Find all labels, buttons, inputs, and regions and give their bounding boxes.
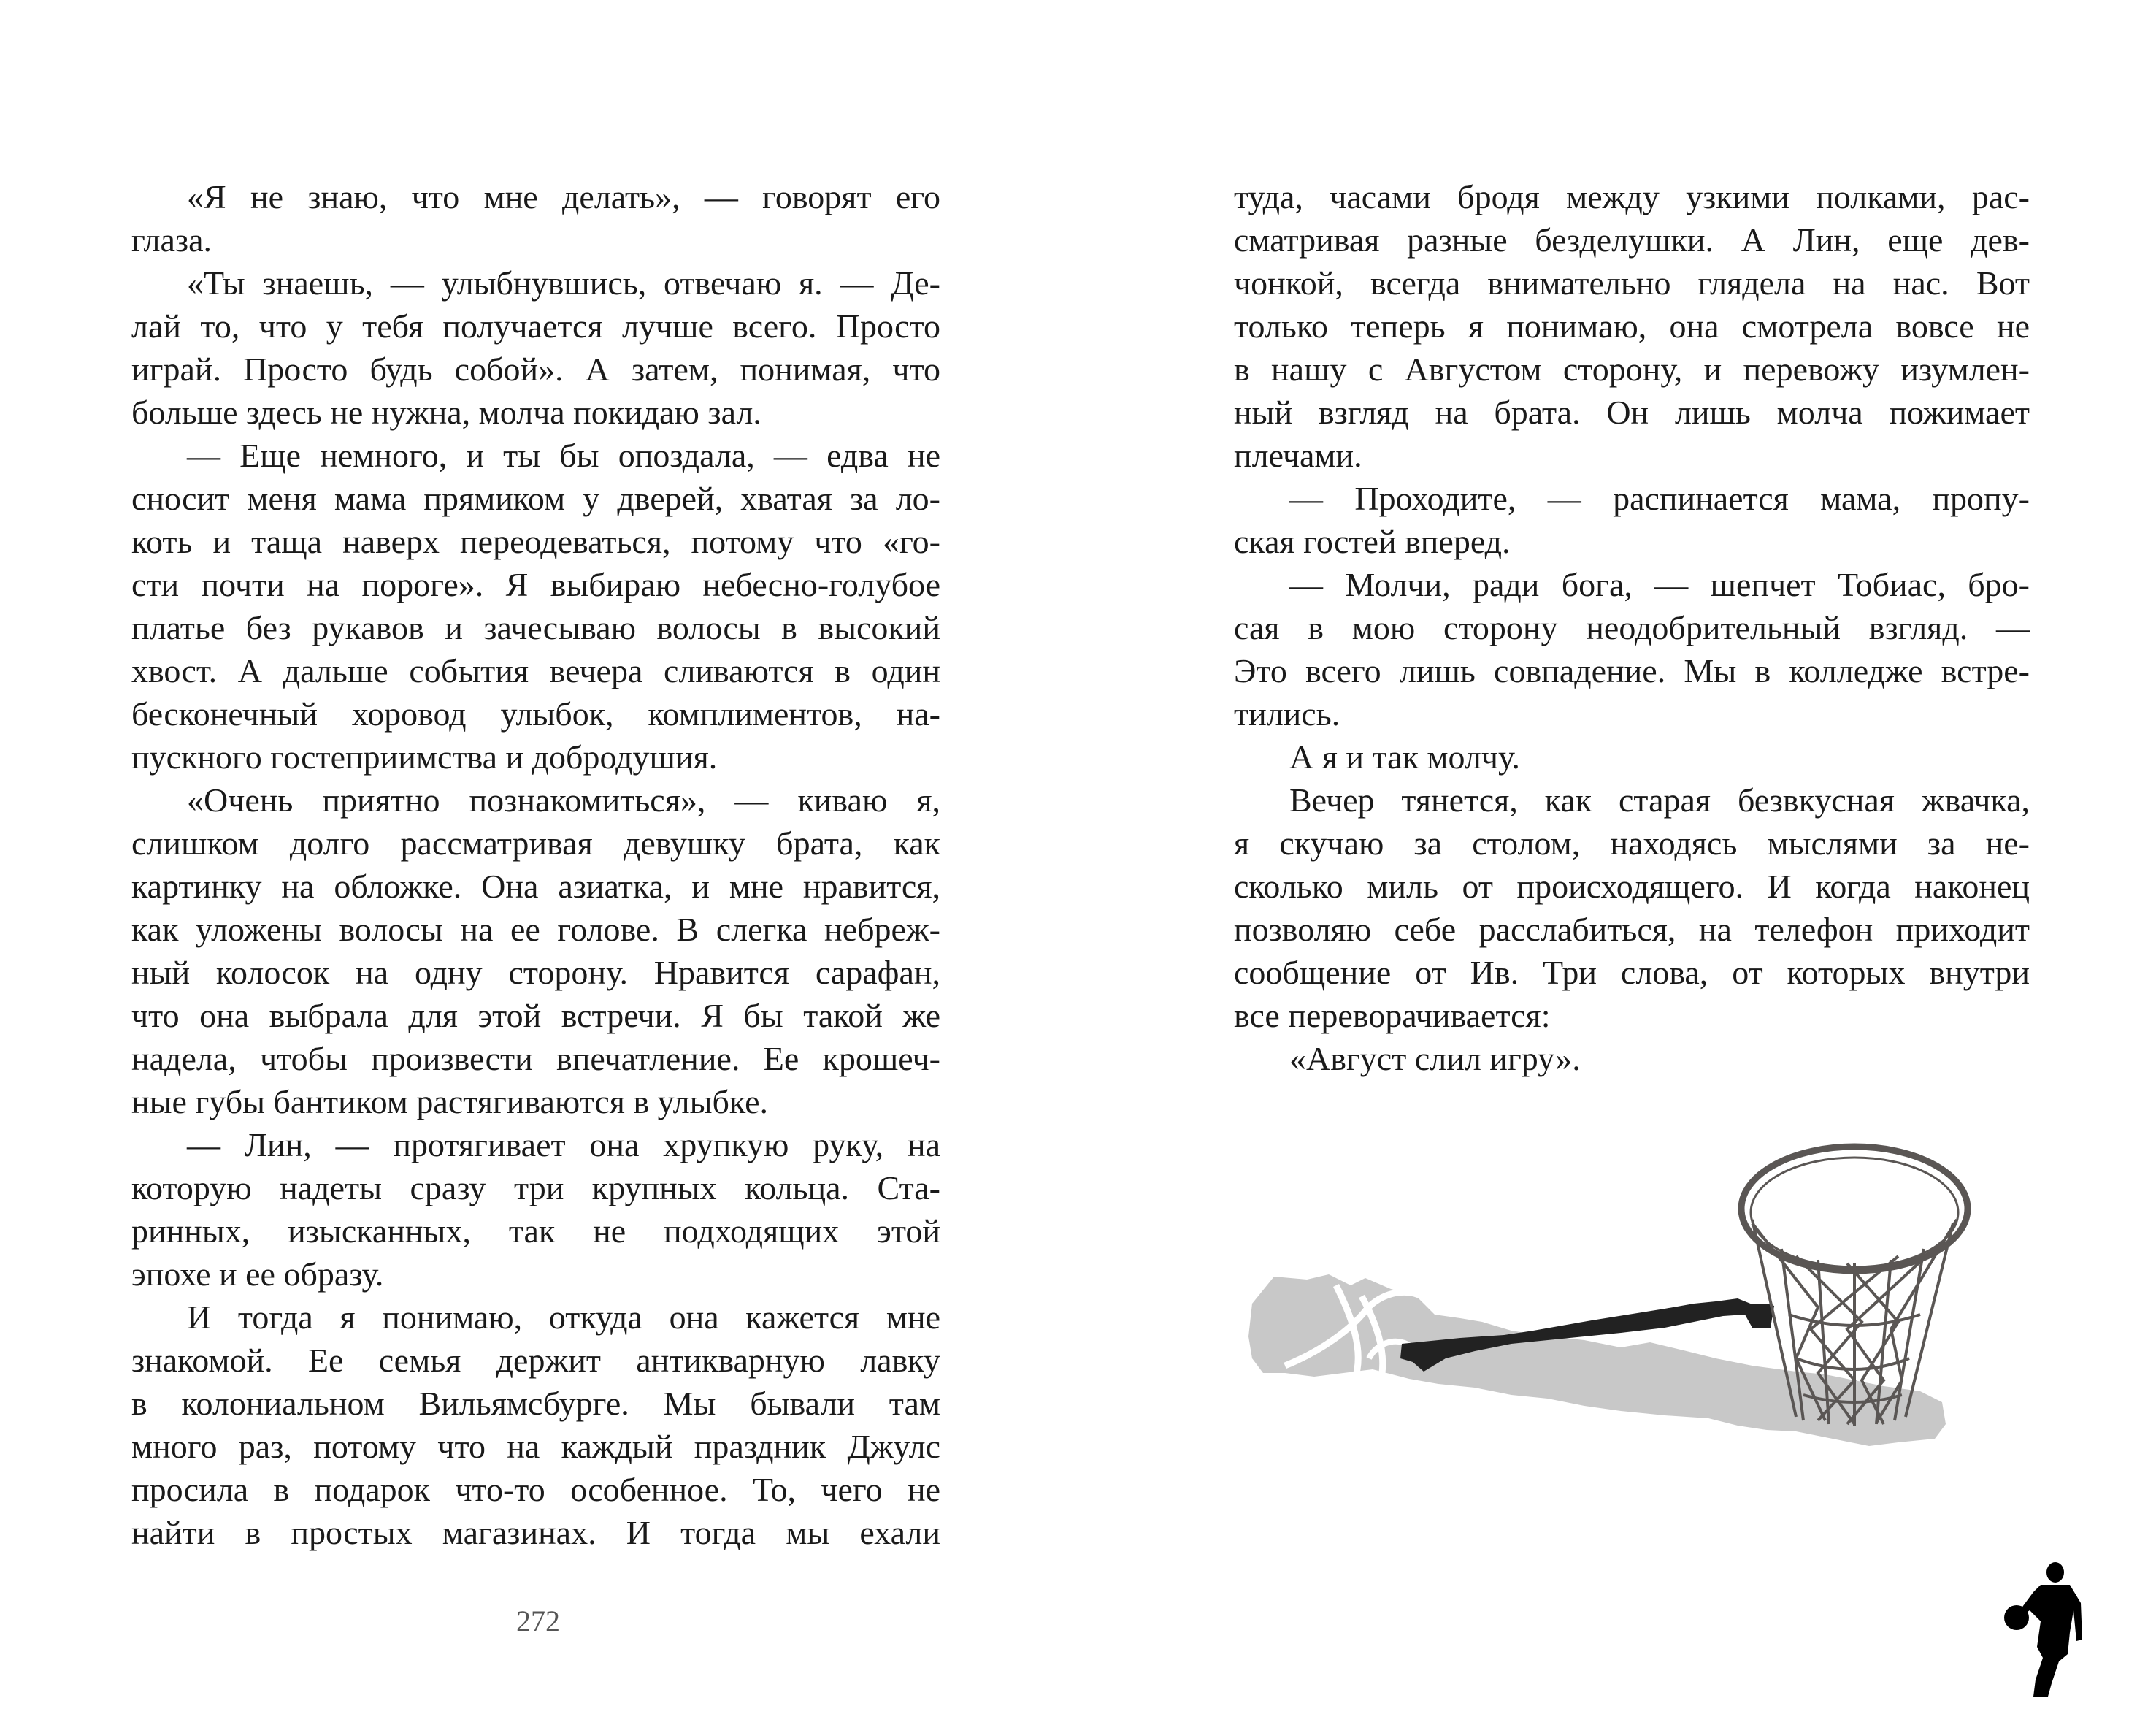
text-line: «Август слил игру». (1289, 1040, 1581, 1077)
text-line: ные губы бантиком растягиваются в улыбке. (131, 1083, 769, 1120)
text-line: — Еще немного, и ты бы опоздала, — едва не (187, 437, 940, 474)
text-line: платье без рукавов и зачесываю волосы в высокий (131, 609, 940, 646)
text-line: «Очень приятно познакомиться», — киваю я, (187, 781, 940, 819)
text-line: много раз, потому что на каждый праздник Джулс (131, 1428, 940, 1465)
basketball-hoop-icon (1241, 1139, 2008, 1490)
text-line: — Молчи, ради бога, — шепчет Тобиас, бро- (1289, 566, 2030, 603)
text-line: сая в мою сторону неодобрительный взгляд. — (1234, 609, 2030, 646)
paragraph (1234, 1037, 2030, 1080)
text-line: знакомой. Ее семья держит антикварную лавку (131, 1342, 940, 1379)
text-line: в нашу с Августом сторону, и перевожу изумлен- (1234, 351, 2030, 388)
text-line: ный колосок на одну сторону. Нравится сарафан, (131, 954, 940, 991)
right-page-text (1234, 175, 2030, 1080)
text-line: хвост. А дальше события вечера сливаются в один (131, 652, 940, 689)
text-line: — Проходите, — распинается мама, пропу- (1289, 480, 2030, 517)
text-line: слишком долго рассматривая девушку брата, как (131, 825, 940, 862)
text-line: «Ты знаешь, — улыбнувшись, отвечаю я. — Де- (187, 264, 940, 302)
text-line: бесконечный хоровод улыбок, комплиментов, на- (131, 695, 940, 733)
text-line: в колониальном Вильямсбурге. Мы бывали там (131, 1385, 940, 1422)
paragraph (131, 1123, 940, 1296)
text-line: А я и так молчу. (1289, 738, 1520, 776)
text-line: туда, часами бродя между узкими полками, рас- (1234, 178, 2030, 215)
page-number: 272 (516, 1604, 560, 1637)
text-line: глаза. (131, 221, 212, 259)
paragraph (131, 261, 940, 434)
text-line: сматривая разные безделушки. А Лин, еще дев- (1234, 221, 2030, 259)
text-line: ный взгляд на брата. Он лишь молча пожимает (1234, 394, 2030, 431)
text-line: как уложены волосы на ее голове. В слегка небреж- (131, 911, 940, 948)
text-line: сти почти на пороге». Я выбираю небесно-голубое (131, 566, 940, 603)
text-line: пускного гостеприимства и добродушия. (131, 738, 718, 776)
text-line: «Я не знаю, что мне делать», — говорят его (187, 178, 940, 215)
text-line: Вечер тянется, как старая безвкусная жвачка, (1289, 781, 2030, 819)
text-line: плечами. (1234, 437, 1362, 474)
left-page-text (131, 175, 940, 1554)
text-line: ринных, изысканных, так не подходящих этой (131, 1212, 940, 1250)
text-line: сообщение от Ив. Три слова, от которых внутри (1234, 954, 2030, 991)
text-line: позволяю себе расслабиться, на телефон приходит (1234, 911, 2030, 948)
paragraph (131, 1296, 940, 1554)
text-line: играй. Просто будь собой». А затем, понимая, что (131, 351, 940, 388)
paragraph (1234, 779, 2030, 1037)
text-line: только теперь я понимаю, она смотрела вовсе не (1234, 307, 2030, 345)
text-line: все переворачивается: (1234, 997, 1551, 1034)
text-line: картинку на обложке. Она азиатка, и мне нравится, (131, 868, 940, 905)
paragraph (131, 779, 940, 1123)
text-line: коть и таща наверх переодеваться, потому что «го- (131, 523, 940, 560)
paragraph (1234, 735, 2030, 779)
text-line: лай то, что у тебя получается лучше всего. Просто (131, 307, 940, 345)
text-line: И тогда я понимаю, откуда она кажется мне (187, 1298, 940, 1336)
paragraph (131, 175, 940, 261)
text-line: найти в простых магазинах. И тогда мы ехали (131, 1514, 940, 1551)
paragraph (1234, 477, 2030, 563)
text-line: надела, чтобы произвести впечатление. Ее крошеч- (131, 1040, 940, 1077)
text-line: тились. (1234, 695, 1340, 733)
text-line: просила в подарок что-то особенное. То, чего не (131, 1471, 940, 1508)
text-line: эпохе и ее образу. (131, 1255, 384, 1293)
text-line: сносит меня мама прямиком у дверей, хватая за ло- (131, 480, 940, 517)
text-line: которую надеты сразу три крупных кольца. Ста- (131, 1169, 940, 1206)
paragraph (1234, 175, 2030, 477)
text-line: Это всего лишь совпадение. Мы в колледже встре- (1234, 652, 2030, 689)
basketball-player-silhouette-icon (2000, 1559, 2095, 1702)
text-line: сколько миль от происходящего. И когда наконец (1234, 868, 2030, 905)
text-line: — Лин, — протягивает она хрупкую руку, на (187, 1126, 940, 1163)
text-line: больше здесь не нужна, молча покидаю зал. (131, 394, 761, 431)
text-line: ская гостей вперед. (1234, 523, 1511, 560)
paragraph (1234, 563, 2030, 735)
text-line: я скучаю за столом, находясь мыслями за не- (1234, 825, 2030, 862)
paragraph (131, 434, 940, 779)
text-line: что она выбрала для этой встречи. Я бы такой же (131, 997, 940, 1034)
text-line: чонкой, всегда внимательно глядела на нас. Вот (1234, 264, 2030, 302)
